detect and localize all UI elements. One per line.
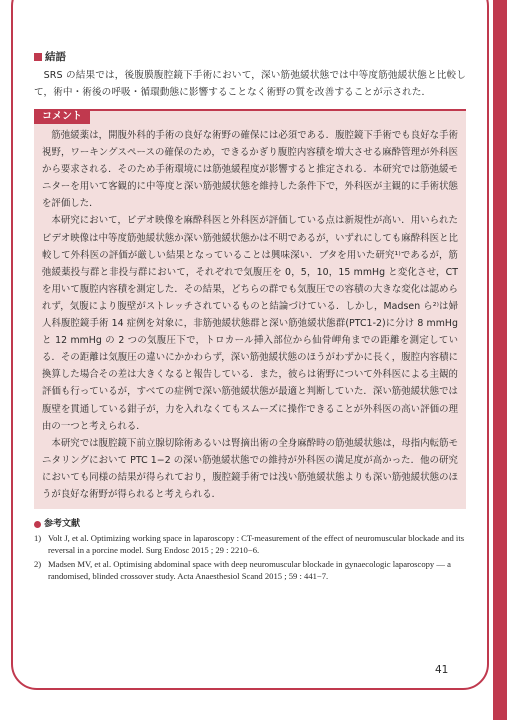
reference-number: 1) [34,533,42,544]
reference-number: 2) [34,558,42,569]
conclusion-heading [34,50,466,64]
reference-item [34,558,466,583]
comment-label: コメント [34,109,90,124]
references-heading-text: 参考文献 [44,519,81,530]
comment-paragraph: 本研究において，ビデオ映像を麻酔科医と外科医が評価している点は新規性が高い．用いられたビデオ映像は中等度筋弛緩状態か深い筋弛緩状態かは不明であるが，いずれにしても麻酔科医と比較して外科医の評価が厳しい結果となっていることは興味深い．ブタを用いた研究¹⁾であるが，筋弛緩薬投与群と非投与群において，それぞれで気腹圧を 0，5，10，15 mmHg と変化させ，CT を用いて腹腔内容積を測定した．その結果，どちらの群でも気腹圧での容積の大きな変化は認められず，気腹により腹壁がストレッチされているものと結論づけている．しかし，Madsen ら²⁾は婦人科腹腔鏡手術 14 症例を対象に，非筋弛緩状態群と深い筋弛緩状態群(PTC1-2)に分け 8 mmHg と 12 mmHg の 2 つの気腹圧下で，トロカール挿入部位から仙骨岬角までの距離を測定している．その距離は気腹圧の違いにかかわらず，深い筋弛緩状態のほうがわずかに長く，腹腔内容積に換算した場合その差は大きくなると報告している．また，彼らは術野について外科医による主観的評価も行っているが，すべての症例で深い筋弛緩状態が最適と判断していた．深い筋弛緩状態では腹壁を貫通している鉗子が，力を入れなくてもスムーズに操作できることが外科医の高い評価の理由の一つと考えられる． [42,215,458,432]
reference-text: Volt J, et al. Optimizing working space in laparoscopy : CT-measurement of the effect of neuromuscular blockade and its reversal in a porcine model. Surg Endosc 2015 ; 29 : 2210−6. [48,533,465,556]
conclusion-text: SRS の結果では，後腹膜腹腔鏡下手術において，深い筋弛緩状態では中等度筋弛緩状態と比較して，術中・術後の呼吸・循環動態に影響することなく術野の質を改善することが示された． [34,70,466,98]
page-number: 41 [435,664,449,676]
page-content [34,50,466,582]
page-edge-tab [493,0,507,720]
square-bullet-icon [34,53,42,61]
references [34,518,466,582]
references-heading [34,518,466,531]
comment-box [34,109,466,509]
comment-paragraph: 本研究では腹腔鏡下前立腺切除術あるいは腎摘出術の全身麻酔時の筋弛緩状態は，母指内転筋モニタリングにおいて PTC 1−2 の深い筋弛緩状態での維持が外科医の満足度が高かった．他の研究においても同様の結果が得られており，腹腔鏡手術では浅い筋弛緩状態よりも深い筋弛緩状態のほうが良好な術野が得られると考えられる． [42,437,458,500]
conclusion-heading-text: 結語 [45,51,66,63]
reference-text: Madsen MV, et al. Optimising abdominal space with deep neuromuscular blockade in gynaecologic laparoscopy — a randomised, blinded crossover study. Acta Anaesthesiol Scand 2015 ; 59 : 441−7. [48,558,451,581]
comment-paragraph: 筋弛緩薬は，開腹外科的手術の良好な術野の確保には必須である．腹腔鏡下手術でも良好な手術視野，ワーキングスペースの確保のため，できるかぎり腹腔内容積を増大させる麻酔管理が外科医から要求される．そのため手術環境には筋弛緩程度が影響すると推定される．本研究では筋弛緩モニターを用いて客観的に中等度と深い筋弛緩状態を維持した条件下で，外科医が主観的に手術状態を評価した． [42,130,458,210]
reference-item [34,532,466,557]
circle-bullet-icon [34,521,41,528]
